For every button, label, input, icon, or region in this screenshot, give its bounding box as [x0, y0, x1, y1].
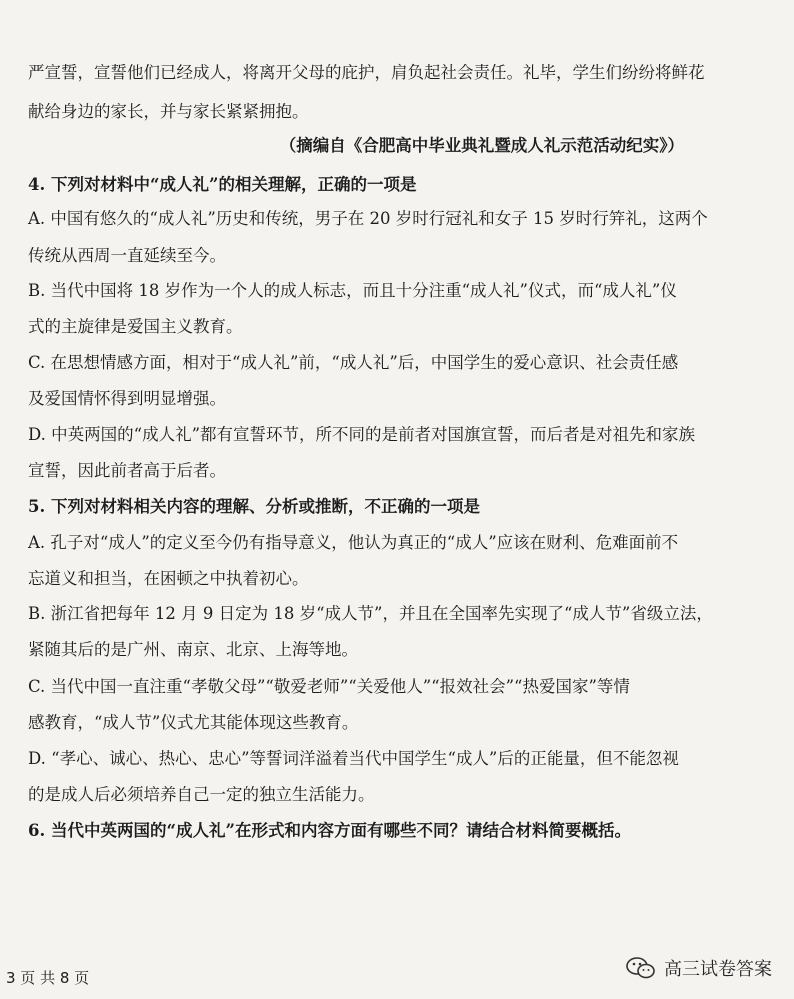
- page-number: 3 页 共 8 页: [6, 969, 90, 987]
- watermark-text: 高三试卷答案: [664, 959, 772, 980]
- q4-option-d-cont: 宣誓，因此前者高于后者。: [28, 461, 226, 480]
- question-4-stem: 4. 下列对材料中“成人礼”的相关理解，正确的一项是: [28, 175, 417, 194]
- q5-option-c-cont: 感教育，“成人节”仪式尤其能体现这些教育。: [28, 713, 359, 732]
- q5-option-b: B. 浙江省把每年 12 月 9 日定为 18 岁“成人节”，并且在全国率先实现了“成人节”省级立法，: [28, 604, 713, 623]
- wechat-icon: [626, 956, 656, 980]
- q4-option-a-cont: 传统从西周一直延续至今。: [28, 246, 226, 265]
- question-5-stem: 5. 下列对材料相关内容的理解、分析或推断，不正确的一项是: [28, 497, 480, 516]
- q4-option-b: B. 当代中国将 18 岁作为一个人的成人标志，而且十分注重“成人礼”仪式，而“成人礼”仪: [28, 281, 677, 300]
- q5-option-b-cont: 紧随其后的是广州、南京、北京、上海等地。: [28, 640, 358, 659]
- source-citation: （摘编自《合肥高中毕业典礼暨成人礼示范活动纪实》）: [279, 136, 684, 155]
- paragraph-line: 严宣誓，宣誓他们已经成人，将离开父母的庇护，肩负起社会责任。礼毕，学生们纷纷将鲜花: [28, 63, 705, 82]
- q4-option-c-cont: 及爱国情怀得到明显增强。: [28, 389, 226, 408]
- question-6-stem: 6. 当代中英两国的“成人礼”在形式和内容方面有哪些不同？请结合材料简要概括。: [28, 821, 631, 840]
- q4-option-b-cont: 式的主旋律是爱国主义教育。: [28, 317, 243, 336]
- q5-option-a: A. 孔子对“成人”的定义至今仍有指导意义，他认为真正的“成人”应该在财利、危难面前不: [28, 533, 679, 552]
- q5-option-a-cont: 忘道义和担当，在困顿之中执着初心。: [28, 569, 309, 588]
- q5-option-d: D. “孝心、诚心、热心、忠心”等誓词洋溢着当代中国学生“成人”后的正能量，但不能忽视: [28, 749, 679, 768]
- watermark: [626, 955, 772, 981]
- q5-option-d-cont: 的是成人后必须培养自己一定的独立生活能力。: [28, 785, 375, 804]
- q4-option-c: C. 在思想情感方面，相对于“成人礼”前，“成人礼”后，中国学生的爱心意识、社会责任感: [28, 353, 679, 372]
- q4-option-a: A. 中国有悠久的“成人礼”历史和传统，男子在 20 岁时行冠礼和女子 15 岁时行笄礼，这两个: [28, 209, 708, 228]
- paragraph-line: 献给身边的家长，并与家长紧紧拥抱。: [28, 102, 309, 121]
- q5-option-c: C. 当代中国一直注重“孝敬父母”“敬爱老师”“关爱他人”“报效社会”“热爱国家”等情: [28, 677, 630, 696]
- q4-option-d: D. 中英两国的“成人礼”都有宣誓环节，所不同的是前者对国旗宣誓，而后者是对祖先和家族: [28, 425, 696, 444]
